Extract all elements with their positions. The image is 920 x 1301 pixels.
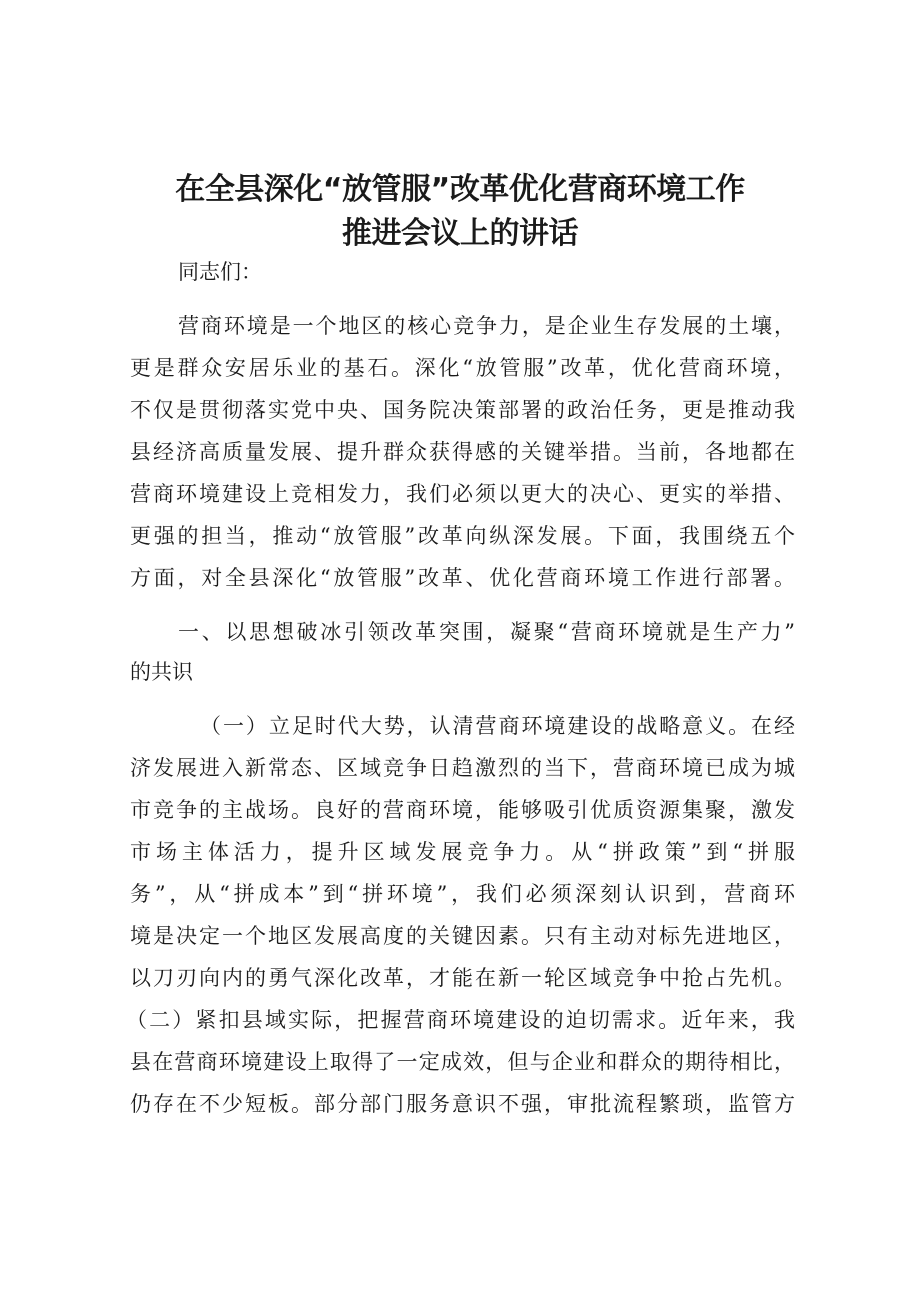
greeting: 同志们： [178, 260, 262, 284]
paragraph-3-line: （二）紧扣县域实际，把握营商环境建设的迫切需求。近年来，我 [126, 1008, 795, 1032]
paragraph-1-line: 更是群众安居乐业的基石。深化“放管服”改革，优化营商环境， [130, 356, 795, 380]
paragraph-2-line: 务”，从“拼成本”到“拼环境”，我们必须深刻认识到，营商环 [130, 882, 795, 906]
paragraph-1-line: 营商环境是一个地区的核心竞争力，是企业生存发展的土壤， [178, 314, 795, 338]
paragraph-2-line: 市场主体活力，提升区域发展竞争力。从“拼政策”到“拼服 [130, 840, 795, 864]
paragraph-2-line: 以刀刃向内的勇气深化改革，才能在新一轮区域竞争中抢占先机。 [130, 966, 795, 990]
paragraph-1-line: 方面，对全县深化“放管服”改革、优化营商环境工作进行部署。 [130, 566, 795, 590]
paragraph-1-line: 更强的担当，推动“放管服”改革向纵深发展。下面，我围绕五个 [130, 524, 795, 548]
section-heading-line: 的共识 [130, 660, 193, 684]
paragraph-1-line: 县经济高质量发展、提升群众获得感的关键举措。当前，各地都在 [130, 440, 795, 464]
paragraph-2-line: （一）立足时代大势，认清营商环境建设的战略意义。在经 [200, 714, 795, 738]
document-title-line-1: 在全县深化“放管服”改革优化营商环境工作 [175, 172, 745, 207]
paragraph-3-line: 县在营商环境建设上取得了一定成效，但与企业和群众的期待相比， [130, 1050, 795, 1074]
paragraph-1-line: 不仅是贯彻落实党中央、国务院决策部署的政治任务，更是推动我 [130, 398, 795, 422]
document-title-line-2: 推进会议上的讲话 [342, 216, 578, 251]
section-heading-line: 一、以思想破冰引领改革突围，凝聚“营商环境就是生产力” [178, 620, 795, 644]
paragraph-3-line: 仍存在不少短板。部分部门服务意识不强，审批流程繁琐，监管方 [130, 1092, 795, 1116]
paragraph-2-line: 市竞争的主战场。良好的营商环境，能够吸引优质资源集聚，激发 [130, 798, 795, 822]
paragraph-1-line: 营商环境建设上竞相发力，我们必须以更大的决心、更实的举措、 [130, 482, 795, 506]
paragraph-2-line: 济发展进入新常态、区域竞争日趋激烈的当下，营商环境已成为城 [130, 756, 795, 780]
paragraph-2-line: 境是决定一个地区发展高度的关键因素。只有主动对标先进地区， [130, 924, 795, 948]
